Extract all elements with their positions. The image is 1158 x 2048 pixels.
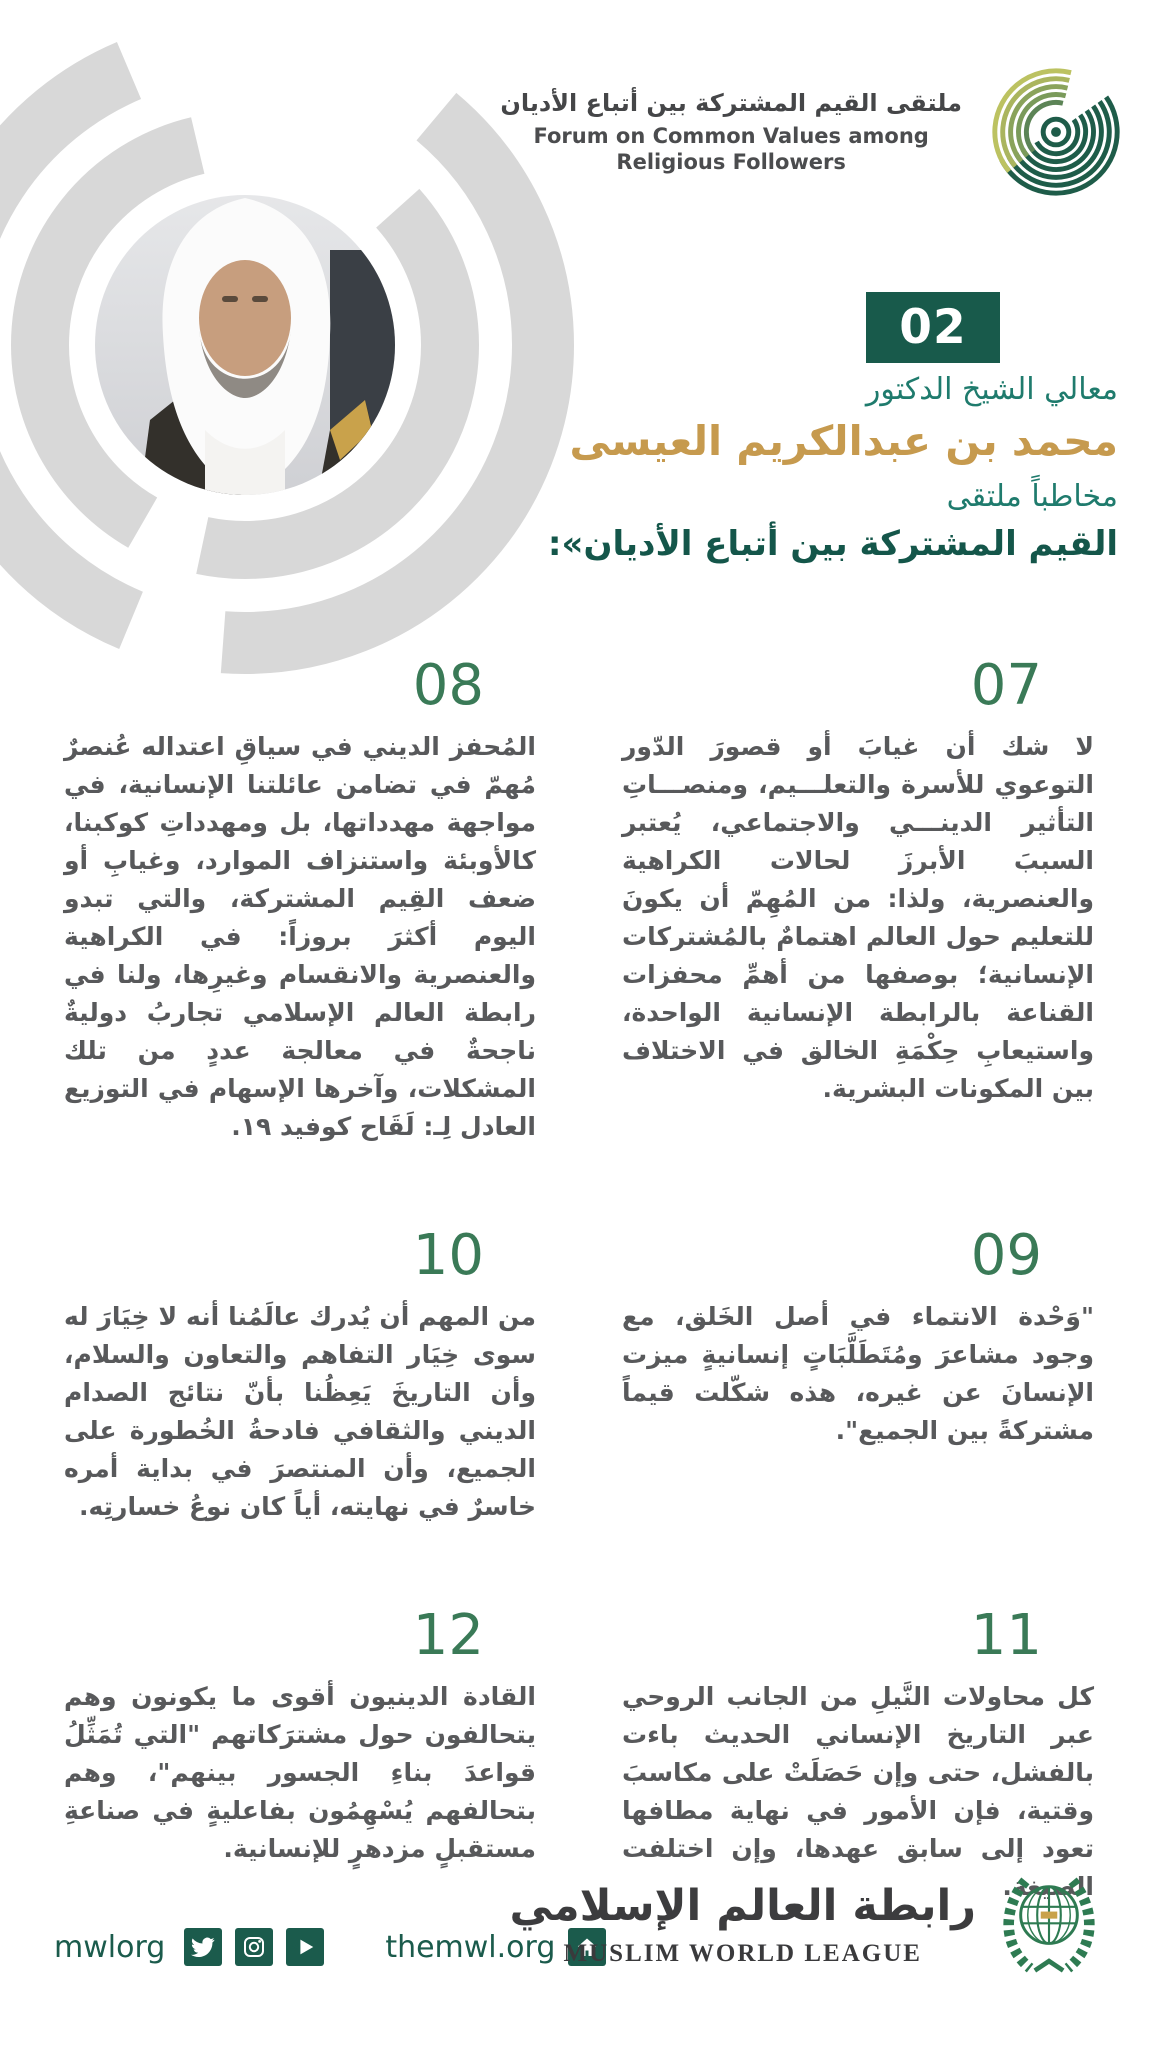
quote-block-08 [64,653,536,1146]
forum-brand [500,58,1130,206]
quote-text: كل محاولات النَّيلِ من الجانب الروحي عبر التاريخ الإنساني الحديث باءت بالفشل، حتى وإن حَصَلَتْ على مكاسبَ وقتية، فإن الأمور في نهاية مطافها تعود إلى سابق عهدها، وإن اختلفت الصيغة. [622,1682,1094,1901]
forum-title-english-line1: Forum on Common Values among [533,123,929,148]
youtube-icon [286,1928,324,1966]
quote-block-10 [64,1223,536,1526]
quote-block-07 [622,653,1094,1108]
quote-number: 09 [970,1223,1042,1288]
mwl-name-english: MUSLIM WORLD LEAGUE [563,1940,922,1968]
website-url: themwl.org [385,1929,556,1965]
quote-text: من المهم أن يُدرك عالَمُنا أنه لا خِيَارَ له سوى خِيَار التفاهم والتعاون والسلام، وأن التاريخَ يَعِظُنا بأنّ نتائج الصدام الديني والثقافي فادحةُ الخُطورة على الجميع، وأن المنتصرَ في بداية أمره خاسرٌ في نهايته، أياً كان نوعُ خسارتِه. [64,1302,536,1521]
quote-number: 12 [412,1603,484,1668]
speaker-context-line1: مخاطباً ملتقى [946,479,1118,514]
portrait-photo [95,195,410,500]
quote-block-12 [64,1603,536,1868]
quote-text: لا شك أن غيابَ أو قصورَ الدّور التوعوي للأسرة والتعلـــيم، ومنصـــاتِ التأثير الدينـــي والاجتماعي، يُعتبر السببَ الأبرزَ لحالات الكراهية والعنصرية، ولذا: من المُهِمّ أن يكونَ للتعليم حول العالم اهتمامٌ بالمُشتركات الإنسانية؛ بوصفها من أهمِّ محفزات القناعة بالرابطة الإنسانية الواحدة، واستيعابِ حِكْمَةِ الخالق في الاختلاف بين المكونات البشرية. [622,732,1094,1103]
social-handle: mwlorg [54,1929,166,1965]
quotes-grid [64,653,1094,1906]
mwl-emblem [990,1862,1108,1980]
quote-number: 10 [412,1223,484,1288]
speaker-name: محمد بن عبدالكريم العيسى [569,417,1118,465]
mwl-name-arabic: رابطة العالم الإسلامي [509,1880,976,1931]
quote-text: القادة الدينيون أقوى ما يكونون وهم يتحالفون حول مشترَكاتهم "التي تُمَثِّلُ قواعدَ بناءِ الجسور بينهم"، وهم بتحالفهم يُسْهِمُون بفاعليةٍ في صناعةِ مستقبلٍ مزدهرٍ للإنسانية. [64,1682,536,1863]
speaker-intro [548,372,1118,564]
quote-text: المُحفز الديني في سياقِ اعتداله عُنصرٌ مُهمّ في تضامن عائلتنا الإنسانية، في مواجهة مهدداتها، بل ومهدداتِ كوكبنا، كالأوبئة واستنزاف الموارد، وغيابِ أو ضعف القِيم المشتركة، والتي تبدو اليوم أكثرَ بروزاً: في الكراهية والعنصرية والانقسام وغيرِها، ولنا في رابطة العالم الإسلامي تجاربُ دوليةٌ ناجحةٌ في معالجة عددٍ من تلك المشكلات، وآخرها الإسهام في التوزيع العادل لِـ: لَقَاح كوفيد ١٩. [64,732,536,1141]
forum-logo-mark [982,58,1130,206]
speaker-context-line2: القيم المشتركة بين أتباع الأديان»: [547,524,1118,564]
quote-number: 11 [970,1603,1042,1668]
forum-title-english-line2: Religious Followers [616,150,846,174]
speaker-honorific: معالي الشيخ الدكتور [865,372,1118,407]
mwl-logo [509,1862,1108,1980]
quote-text: "وَحْدة الانتماء في أصل الخَلق، مع وجود مشاعرَ ومُتَطَلَّبَاتٍ إنسانيةٍ ميزت الإنسانَ عن غيره، هذه شكّلت قيماً مشتركةً بين الجميع". [622,1302,1094,1445]
quote-number: 07 [970,653,1042,718]
quote-number: 08 [412,653,484,718]
forum-title-arabic: ملتقى القيم المشتركة بين أتباع الأديان [500,88,962,117]
section-number-badge: 02 [866,292,1000,363]
quote-block-09 [622,1223,1094,1450]
twitter-icon [184,1928,222,1966]
instagram-icon [235,1928,273,1966]
